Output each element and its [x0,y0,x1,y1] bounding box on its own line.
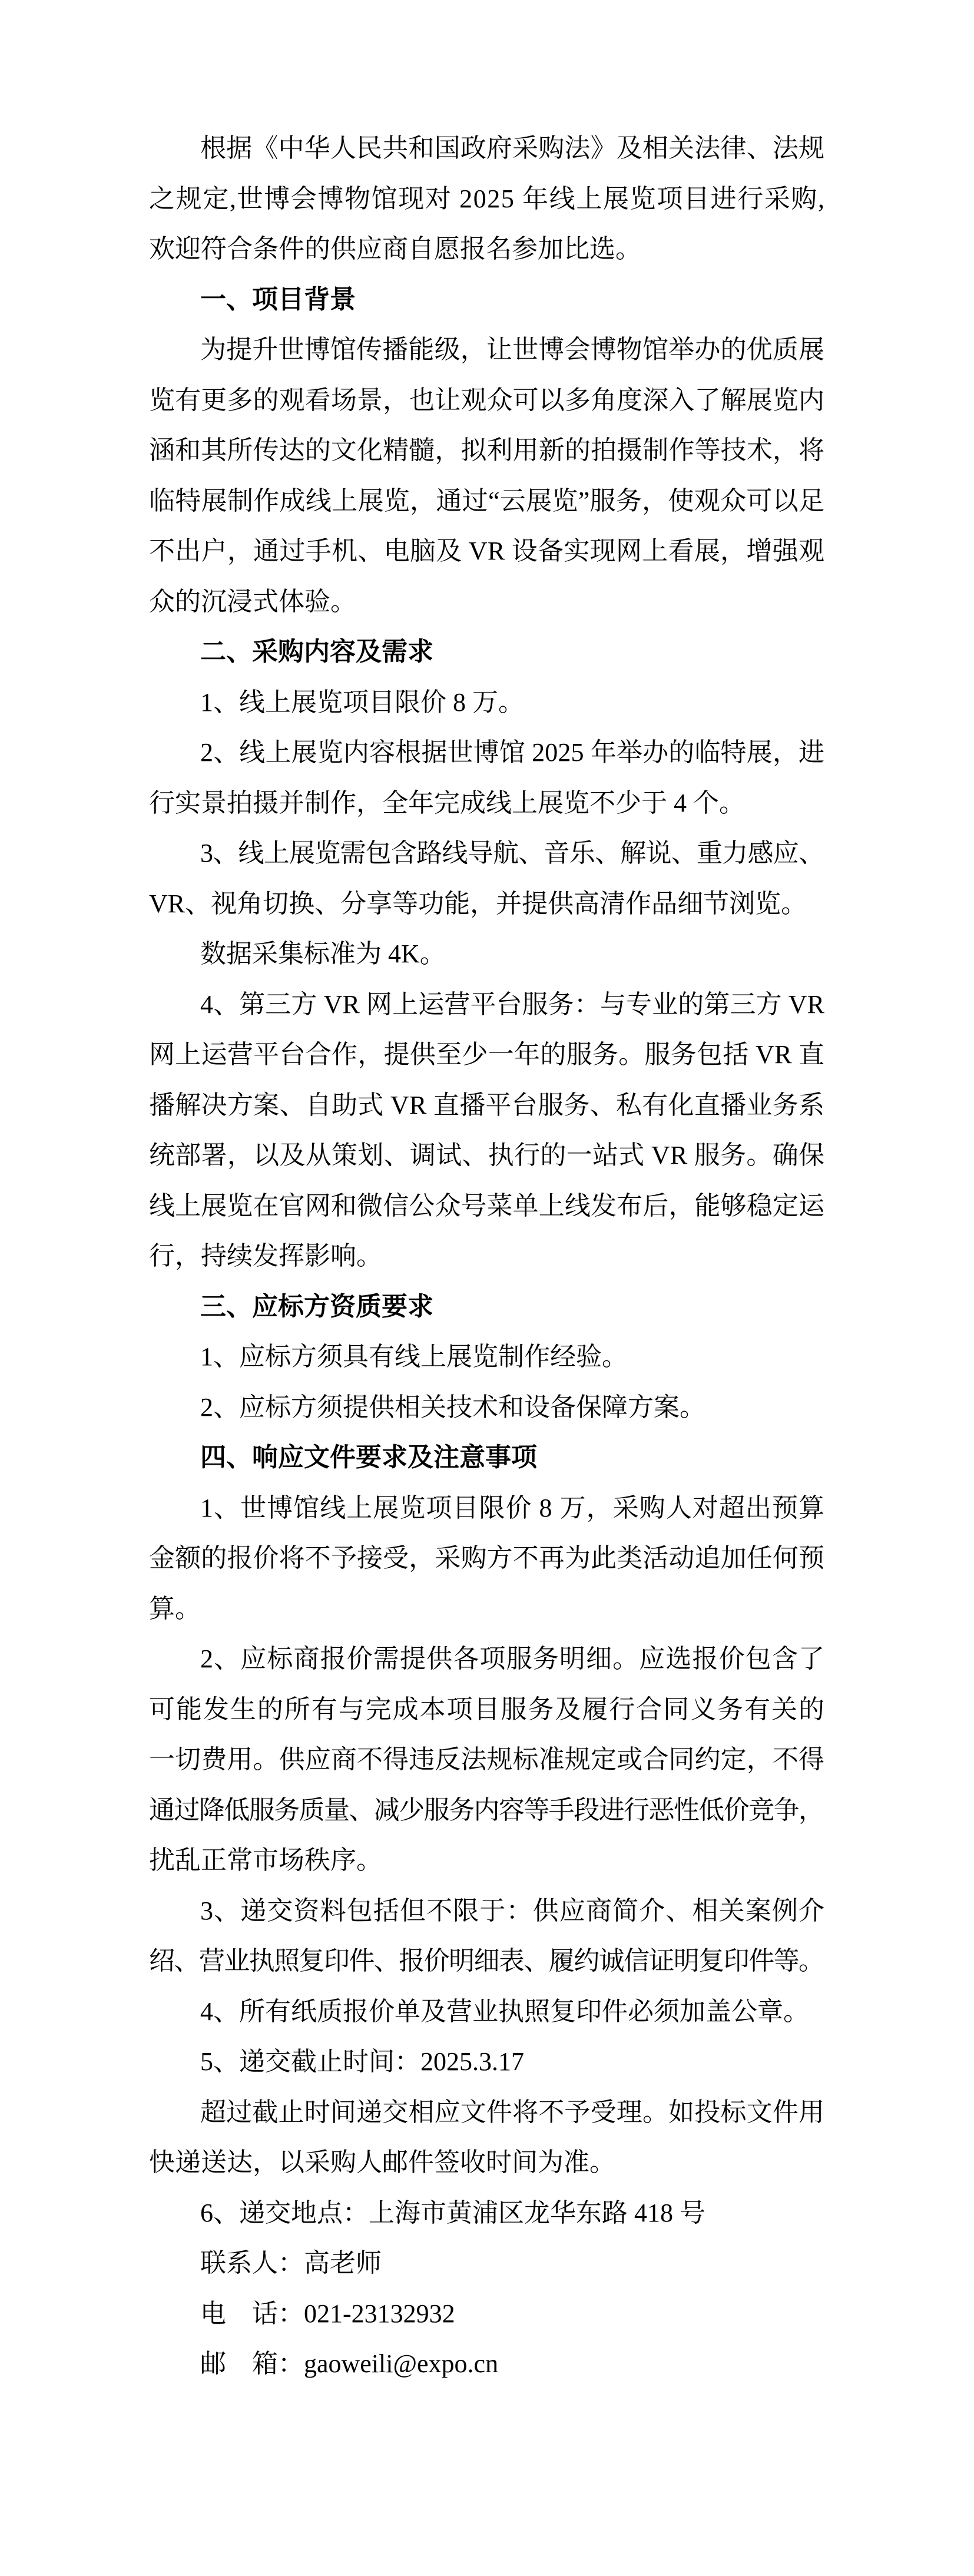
text-line [149,1986,824,2037]
line-text: 可能发生的所有与完成本项目服务及履行合同义务有关的 [149,1694,826,1724]
line-text: 一、项目背景 [200,284,356,314]
section-heading [149,274,824,325]
line-text: 行，持续发挥影响。 [149,1241,382,1270]
line-text: 众的沉浸式体验。 [149,587,356,616]
text-line [149,1533,824,1584]
line-text: 绍、营业执照复印件、报价明细表、履约诚信证明复印件等。 [149,1946,824,1975]
text-line [149,1734,824,1785]
line-text: 5、递交截止时间：2025.3.17 [200,2047,524,2076]
line-text: 金额的报价将不予接受，采购方不再为此类活动追加任何预 [149,1544,825,1572]
section-heading [149,627,824,677]
text-line [149,677,824,728]
line-text: 播解决方案、自助式 VR 直播平台服务、私有化直播业务系 [149,1090,825,1120]
line-text: 三、应标方资质要求 [200,1291,433,1322]
line-text: 行实景拍摄并制作，全年完成线上展览不少于 4 个。 [149,788,745,817]
text-line [149,1835,824,1886]
text-line [149,224,824,274]
line-text: 二、采购内容及需求 [200,637,433,667]
text-line [149,778,824,829]
line-text: 电 话：021-23132932 [200,2299,455,2328]
line-text: 2、应标商报价需提供各项服务明细。应选报价包含了 [200,1644,826,1673]
text-line [149,1332,824,1382]
text-line [149,828,824,879]
text-line [149,174,824,224]
text-line [149,123,824,174]
line-text: 四、响应文件要求及注意事项 [200,1442,537,1472]
text-line [149,1886,824,1936]
line-text: 4、第三方 VR 网上运营平台服务：与专业的第三方 VR [200,989,825,1019]
text-line [149,325,824,375]
line-text: 不出户，通过手机、电脑及 VR 设备实现网上看展，增强观 [149,537,825,565]
text-line [149,526,824,577]
text-line [149,2137,824,2188]
line-text: 统部署，以及从策划、调试、执行的一站式 VR 服务。确保 [149,1141,825,1170]
line-text: 1、线上展览项目限价 8 万。 [200,687,524,717]
line-text: 线上展览在官网和微信公众号菜单上线发布后，能够稳定运 [149,1191,825,1220]
text-line [149,1936,824,1986]
text-line [149,375,824,426]
line-text: 数据采集标准为 4K。 [200,939,446,968]
text-line [149,1584,824,1634]
line-text: 快递送达，以采购人邮件签收时间为准。 [149,2148,615,2177]
text-line [149,2289,824,2339]
line-text: 览有更多的观看场景，也让观众可以多角度深入了解展览内 [149,385,825,415]
text-line [149,1684,824,1735]
text-line [149,577,824,627]
text-line [149,1785,824,1836]
line-text: 为提升世博馆传播能级，让世博会博物馆举办的优质展 [200,335,825,364]
line-text: 一切费用。供应商不得违反法规标准规定或合同约定，不得 [149,1745,825,1774]
text-line [149,1130,824,1181]
line-text: 欢迎符合条件的供应商自愿报名参加比选。 [149,234,641,263]
section-heading [149,1432,824,1483]
text-line [149,879,824,929]
line-text: 2、应标方须提供相关技术和设备保障方案。 [200,1392,705,1422]
text-line [149,2339,824,2389]
text-line [149,1080,824,1131]
line-text: 2、线上展览内容根据世博馆 2025 年举办的临特展，进 [200,738,825,767]
text-line [149,2188,824,2239]
line-text: 之规定,世博会博物馆现对 2025 年线上展览项目进行采购, [149,184,826,213]
text-line [149,1382,824,1433]
text-line [149,979,824,1030]
line-text: 3、线上展览需包含路线导航、音乐、解说、重力感应、 [200,839,824,868]
text-line [149,1181,824,1231]
line-text: 邮 箱：gaoweili@expo.cn [200,2349,499,2378]
text-line [149,1483,824,1534]
line-text: 网上运营平台合作，提供至少一年的服务。服务包括 VR 直 [149,1040,825,1069]
text-line [149,425,824,476]
line-text: 3、递交资料包括但不限于：供应商简介、相关案例介 [200,1896,826,1925]
section-heading [149,1282,824,1332]
line-text: 超过截止时间递交相应文件将不予受理。如投标文件用 [200,2097,825,2127]
text-line [149,2037,824,2087]
line-text: 1、应标方须具有线上展览制作经验。 [200,1342,628,1371]
text-line [149,2238,824,2289]
text-line [149,1029,824,1080]
line-text: 1、世博馆线上展览项目限价 8 万，采购人对超出预算 [200,1493,826,1522]
text-line [149,2087,824,2138]
line-text: 6、递交地点：上海市黄浦区龙华东路 418 号 [200,2198,705,2227]
line-text: 4、所有纸质报价单及营业执照复印件必须加盖公章。 [200,1996,809,2026]
line-text: 通过降低服务质量、减少服务内容等手段进行恶性低价竞争， [149,1795,824,1825]
line-text: 根据《中华人民共和国政府采购法》及相关法律、法规 [200,134,825,163]
line-text: 扰乱正常市场秩序。 [149,1846,382,1875]
document-body [149,123,824,2389]
text-line [149,1231,824,1282]
line-text: 涵和其所传达的文化精髓，拟利用新的拍摄制作等技术，将 [149,436,825,465]
line-text: 临特展制作成线上展览，通过“云展览”服务，使观众可以足 [149,486,825,515]
line-text: VR、视角切换、分享等功能，并提供高清作品细节浏览。 [149,889,807,918]
text-line [149,727,824,778]
text-line [149,476,824,527]
line-text: 算。 [149,1594,201,1623]
text-line [149,929,824,979]
line-text: 联系人：高老师 [200,2249,382,2277]
text-line [149,1634,824,1684]
